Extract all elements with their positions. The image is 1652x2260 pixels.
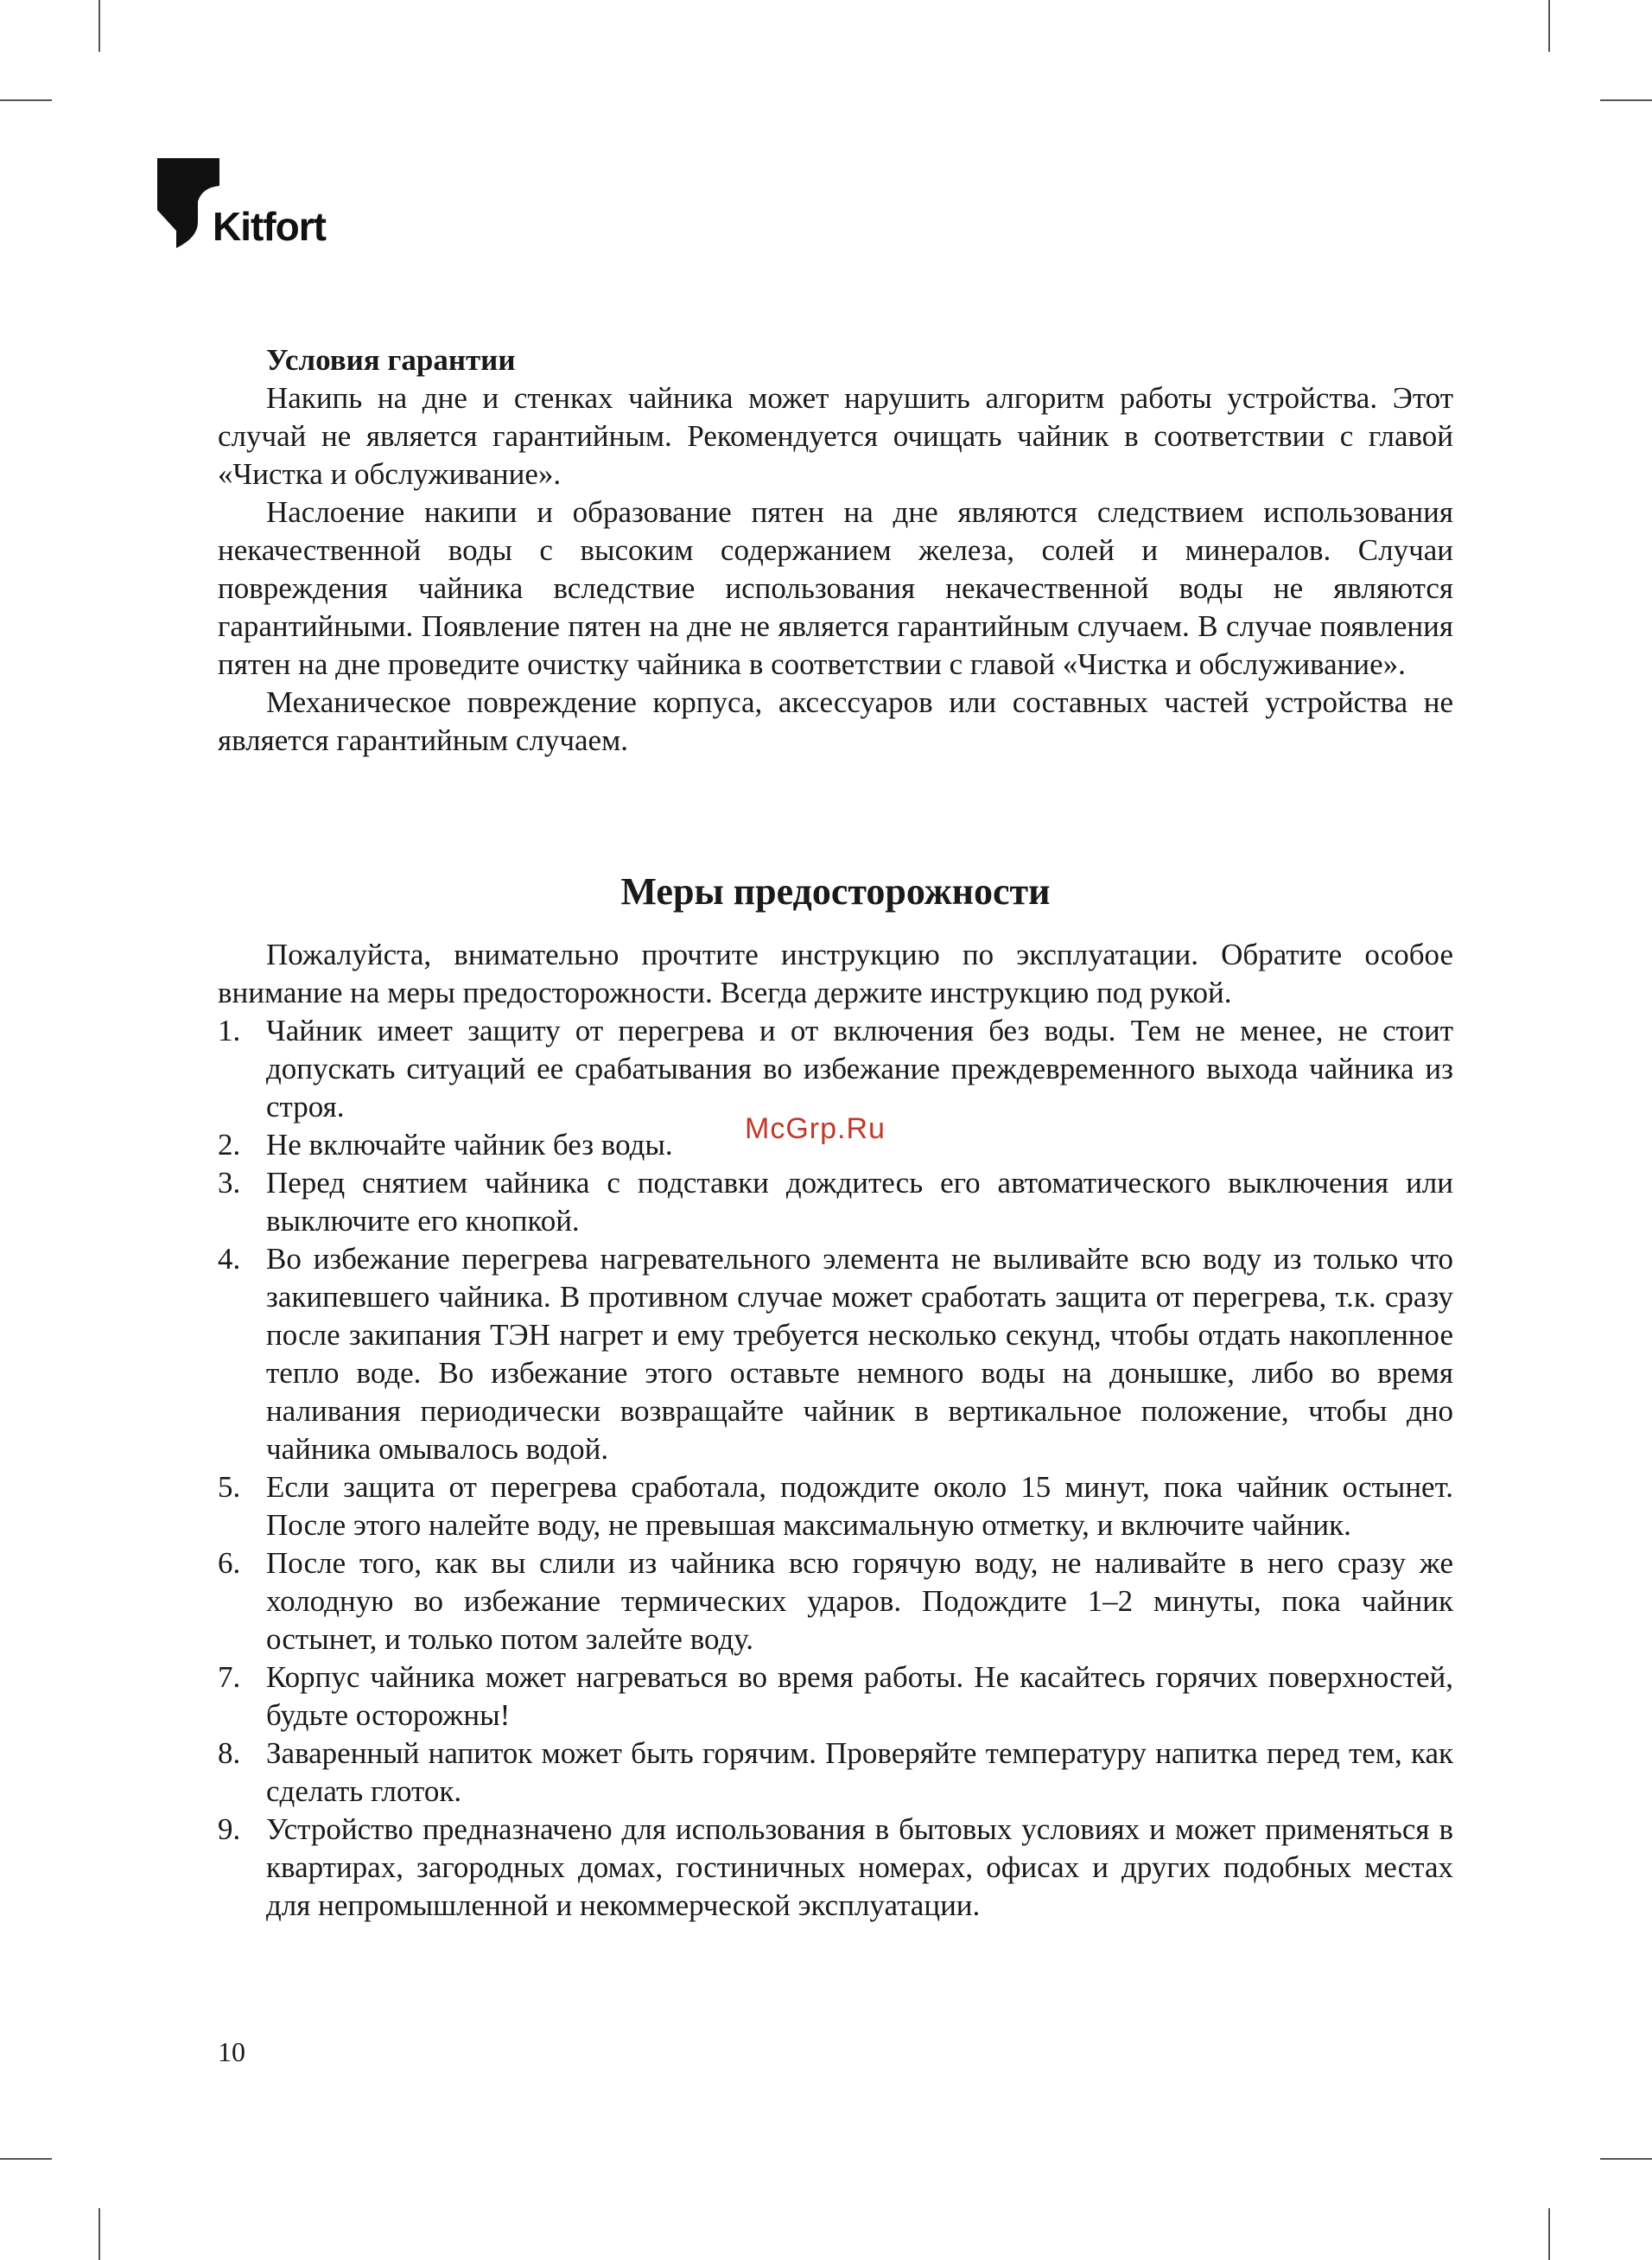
list-item-text: Заваренный напиток может быть горячим. Проверяйте температуру напитка перед тем, как сделать глоток. [266, 1736, 1453, 1808]
list-item-text: Во избежание перегрева нагревательного элемента не выливайте всю воду из только что закипевшего чайника. В противном случае может сработать защита от перегрева, т.к. сразу после закипания ТЭН нагрет и ему требуется несколько секунд, чтобы отдать накопленное тепло воде. Во избежание этого оставьте немного воды на донышке, либо во время наливания периодически возвращайте чайник в вертикальное положение, чтобы дно чайника омывалось водой. [266, 1242, 1453, 1466]
precautions-section [218, 936, 1453, 1925]
list-item-text: Не включайте чайник без воды. [266, 1128, 673, 1162]
list-item-number: 6. [218, 1546, 241, 1580]
list-item-number: 8. [218, 1736, 241, 1770]
list-item [218, 1240, 1453, 1468]
list-item [218, 1164, 1453, 1240]
list-item [218, 1012, 1453, 1126]
precautions-intro: Пожалуйста, внимательно прочтите инструкцию по эксплуатации. Обратите особое внимание на меры предосторожности. Всегда держите инструкцию под рукой. [218, 938, 1453, 1009]
crop-mark [1600, 99, 1652, 101]
crop-mark [1548, 0, 1550, 52]
kitfort-logo [157, 158, 356, 253]
list-item-text: Перед снятием чайника с подставки дождитесь его автоматического выключения или выключите его кнопкой. [266, 1166, 1453, 1238]
warranty-section [218, 341, 1453, 760]
logo-brand-text: Kitfort [213, 204, 326, 249]
list-item-number: 1. [218, 1014, 241, 1047]
crop-mark [1600, 2158, 1652, 2160]
list-item-number: 2. [218, 1128, 241, 1162]
list-item-number: 4. [218, 1242, 241, 1276]
list-item-text: После того, как вы слили из чайника всю горячую воду, не наливайте в него сразу же холодную во избежание термических ударов. Подождите 1–2 минуты, пока чайник остынет, и только потом залейте воду. [266, 1546, 1453, 1656]
list-item-text: Чайник имеет защиту от перегрева и от включения без воды. Тем не менее, не стоит допускать ситуаций ее срабатывания во избежание преждевременного выхода чайника из строя. [266, 1014, 1453, 1124]
watermark-text: McGrp.Ru [745, 1112, 886, 1145]
warranty-paragraph: Наслоение накипи и образование пятен на дне являются следствием использования некачественной воды с высоким содержанием железа, солей и минералов. Случаи повреждения чайника вследствие использования некачественной воды не являются гарантийными. Появление пятен на дне не является гарантийным случаем. В случае появления пятен на дне проведите очистку чайника в соответствии с главой «Чистка и обслуживание». [218, 495, 1453, 681]
warranty-paragraph: Механическое повреждение корпуса, аксессуаров или составных частей устройства не является гарантийным случаем. [218, 685, 1453, 757]
warranty-paragraph: Накипь на дне и стенках чайника может нарушить алгоритм работы устройства. Этот случай не является гарантийным. Рекомендуется очищать чайник в соответствии с главой «Чистка и обслуживание». [218, 381, 1453, 491]
crop-mark [98, 0, 100, 52]
page-number: 10 [218, 2036, 245, 2067]
list-item-text: Устройство предназначено для использования в бытовых условиях и может применяться в квартирах, загородных домах, гостиничных номерах, офисах и других подобных местах для непромышленной и некоммерческой эксплуатации. [266, 1812, 1453, 1922]
crop-mark [0, 99, 52, 101]
list-item-number: 7. [218, 1660, 241, 1694]
crop-mark [1548, 2208, 1550, 2260]
warranty-heading: Условия гарантии [266, 343, 516, 377]
precautions-list [218, 1012, 1453, 1925]
crop-mark [98, 2208, 100, 2260]
crop-mark [0, 2158, 52, 2160]
list-item [218, 1544, 1453, 1658]
precautions-title: Меры предосторожности [620, 870, 1051, 913]
list-item-text: Если защита от перегрева сработала, подождите около 15 минут, пока чайник остынет. После этого налейте воду, не превышая максимальную отметку, и включите чайник. [266, 1470, 1453, 1542]
list-item [218, 1658, 1453, 1735]
list-item [218, 1811, 1453, 1925]
list-item-number: 5. [218, 1470, 241, 1504]
list-item-number: 9. [218, 1812, 241, 1846]
list-item-number: 3. [218, 1166, 241, 1200]
list-item [218, 1468, 1453, 1544]
list-item-text: Корпус чайника может нагреваться во время работы. Не касайтесь горячих поверхностей, будьте осторожны! [266, 1660, 1453, 1732]
list-item [218, 1735, 1453, 1811]
